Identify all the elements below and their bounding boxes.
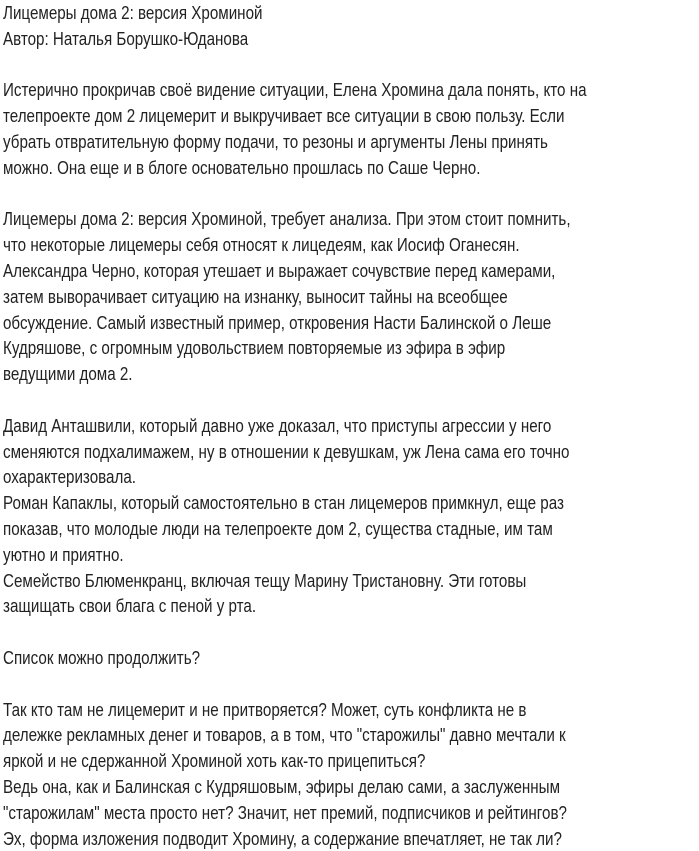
text-line: Список можно продолжить? [3,645,675,671]
spacer [3,52,675,78]
text-line: Эх, форма изложения подводит Хромину, а содержание впечатляет, не так ли? [3,826,675,851]
text-line: Роман Капаклы, который самостоятельно в стан лицемеров примкнул, еще раз [3,490,675,516]
text-line: защищать свои блага с пеной у рта. [3,593,675,619]
text-line: Ведь она, как и Балинская с Кудряшовым, эфиры делаю сами, а заслуженным [3,774,675,800]
paragraph-2 [3,206,675,387]
article [3,0,675,851]
text-line: уютно и приятно. [3,542,675,568]
text-line: сменяются подхалимажем, ну в отношении к девушкам, уж Лена сама его точно [3,439,675,465]
article-author: Автор: Наталья Борушко-Юданова [3,26,675,52]
text-line: обсуждение. Самый известный пример, откровения Насти Балинской о Леше [3,310,675,336]
text-line: Кудряшове, с огромным удовольствием повторяемые из эфира в эфир [3,335,675,361]
paragraph-4 [3,645,675,671]
paragraph-1 [3,77,675,180]
text-line: охарактеризовала. [3,464,675,490]
spacer [3,181,675,207]
text-line: Александра Черно, которая утешает и выражает сочувствие перед камерами, [3,258,675,284]
text-line: "старожилам" места просто нет? Значит, нет премий, подписчиков и рейтингов? [3,800,675,826]
text-line: ведущими дома 2. [3,361,675,387]
text-line: затем выворачивает ситуацию на изнанку, выносит тайны на всеобщее [3,284,675,310]
paragraph-5 [3,697,675,851]
paragraph-3 [3,413,675,619]
text-line: дележке рекламных денег и товаров, а в том, что "старожилы" давно мечтали к [3,722,675,748]
text-line: Давид Анташвили, который давно уже доказал, что приступы агрессии у него [3,413,675,439]
text-line: Семейство Блюменкранц, включая тещу Марину Тристановну. Эти готовы [3,568,675,594]
text-line: убрать отвратительную форму подачи, то резоны и аргументы Лены принять [3,129,675,155]
text-line: Так кто там не лицемерит и не притворяется? Может, суть конфликта не в [3,697,675,723]
spacer [3,619,675,645]
text-line: что некоторые лицемеры себя относят к лицедеям, как Иосиф Оганесян. [3,232,675,258]
text-line: Лицемеры дома 2: версия Хроминой, требует анализа. При этом стоит помнить, [3,206,675,232]
text-line: яркой и не сдержанной Хроминой хоть как-то прицепиться? [3,748,675,774]
spacer [3,671,675,697]
text-line: можно. Она еще и в блоге основательно прошлась по Саше Черно. [3,155,675,181]
spacer [3,387,675,413]
text-line: показав, что молодые люди на телепроекте дом 2, существа стадные, им там [3,516,675,542]
text-line: Истерично прокричав своё видение ситуации, Елена Хромина дала понять, кто на [3,77,675,103]
article-title: Лицемеры дома 2: версия Хроминой [3,0,675,26]
text-line: телепроекте дом 2 лицемерит и выкручивает все ситуации в свою пользу. Если [3,103,675,129]
